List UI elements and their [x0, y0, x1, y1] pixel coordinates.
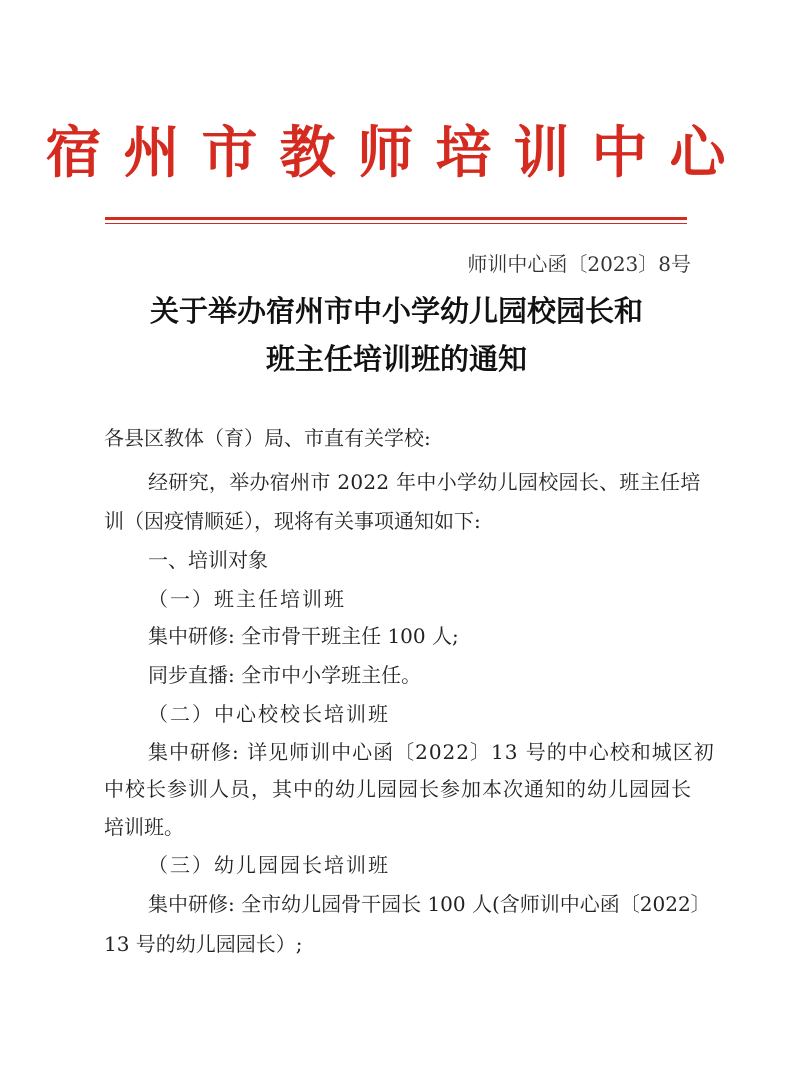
- intro-line-2: 训（因疫情顺延），现将有关事项通知如下:: [104, 509, 481, 533]
- subsection-3-line-2: 13 号的幼儿园园长）;: [104, 932, 303, 956]
- subsection-heading-2: （二）中心校校长培训班: [148, 702, 390, 726]
- subsection-2-line-2: 中校长参训人员，其中的幼儿园园长参加本次通知的幼儿园园长: [104, 777, 692, 801]
- masthead-rule-thin: [105, 223, 687, 224]
- subsection-2-line-1: 集中研修: 详见师训中心函〔2022〕13 号的中心校和城区初: [148, 740, 715, 764]
- document-title-line1: 关于举办宿州市中小学幼儿园校园长和: [149, 294, 643, 328]
- intro-line-1: 经研究，举办宿州市 2022 年中小学幼儿园校园长、班主任培: [148, 470, 701, 494]
- document-number: 师训中心函〔2023〕8号: [467, 252, 691, 276]
- subsection-2-line-3: 培训班。: [104, 815, 184, 839]
- salutation: 各县区教体（育）局、市直有关学校:: [104, 426, 431, 450]
- document-title-line2: 班主任培训班的通知: [265, 342, 527, 376]
- subsection-heading-3: （三）幼儿园园长培训班: [148, 853, 390, 877]
- subsection-1-item-1: 集中研修: 全市骨干班主任 100 人;: [148, 624, 459, 648]
- org-masthead: 宿州市教师培训中心: [45, 120, 748, 186]
- subsection-3-line-1: 集中研修: 全市幼儿园骨干园长 100 人(含师训中心函〔2022〕: [148, 892, 711, 916]
- masthead-rule-thick: [105, 217, 687, 220]
- subsection-1-item-2: 同步直播: 全市中小学班主任。: [148, 663, 422, 687]
- subsection-heading-1: （一）班主任培训班: [148, 587, 346, 611]
- section-heading-1: 一、培训对象: [148, 548, 268, 572]
